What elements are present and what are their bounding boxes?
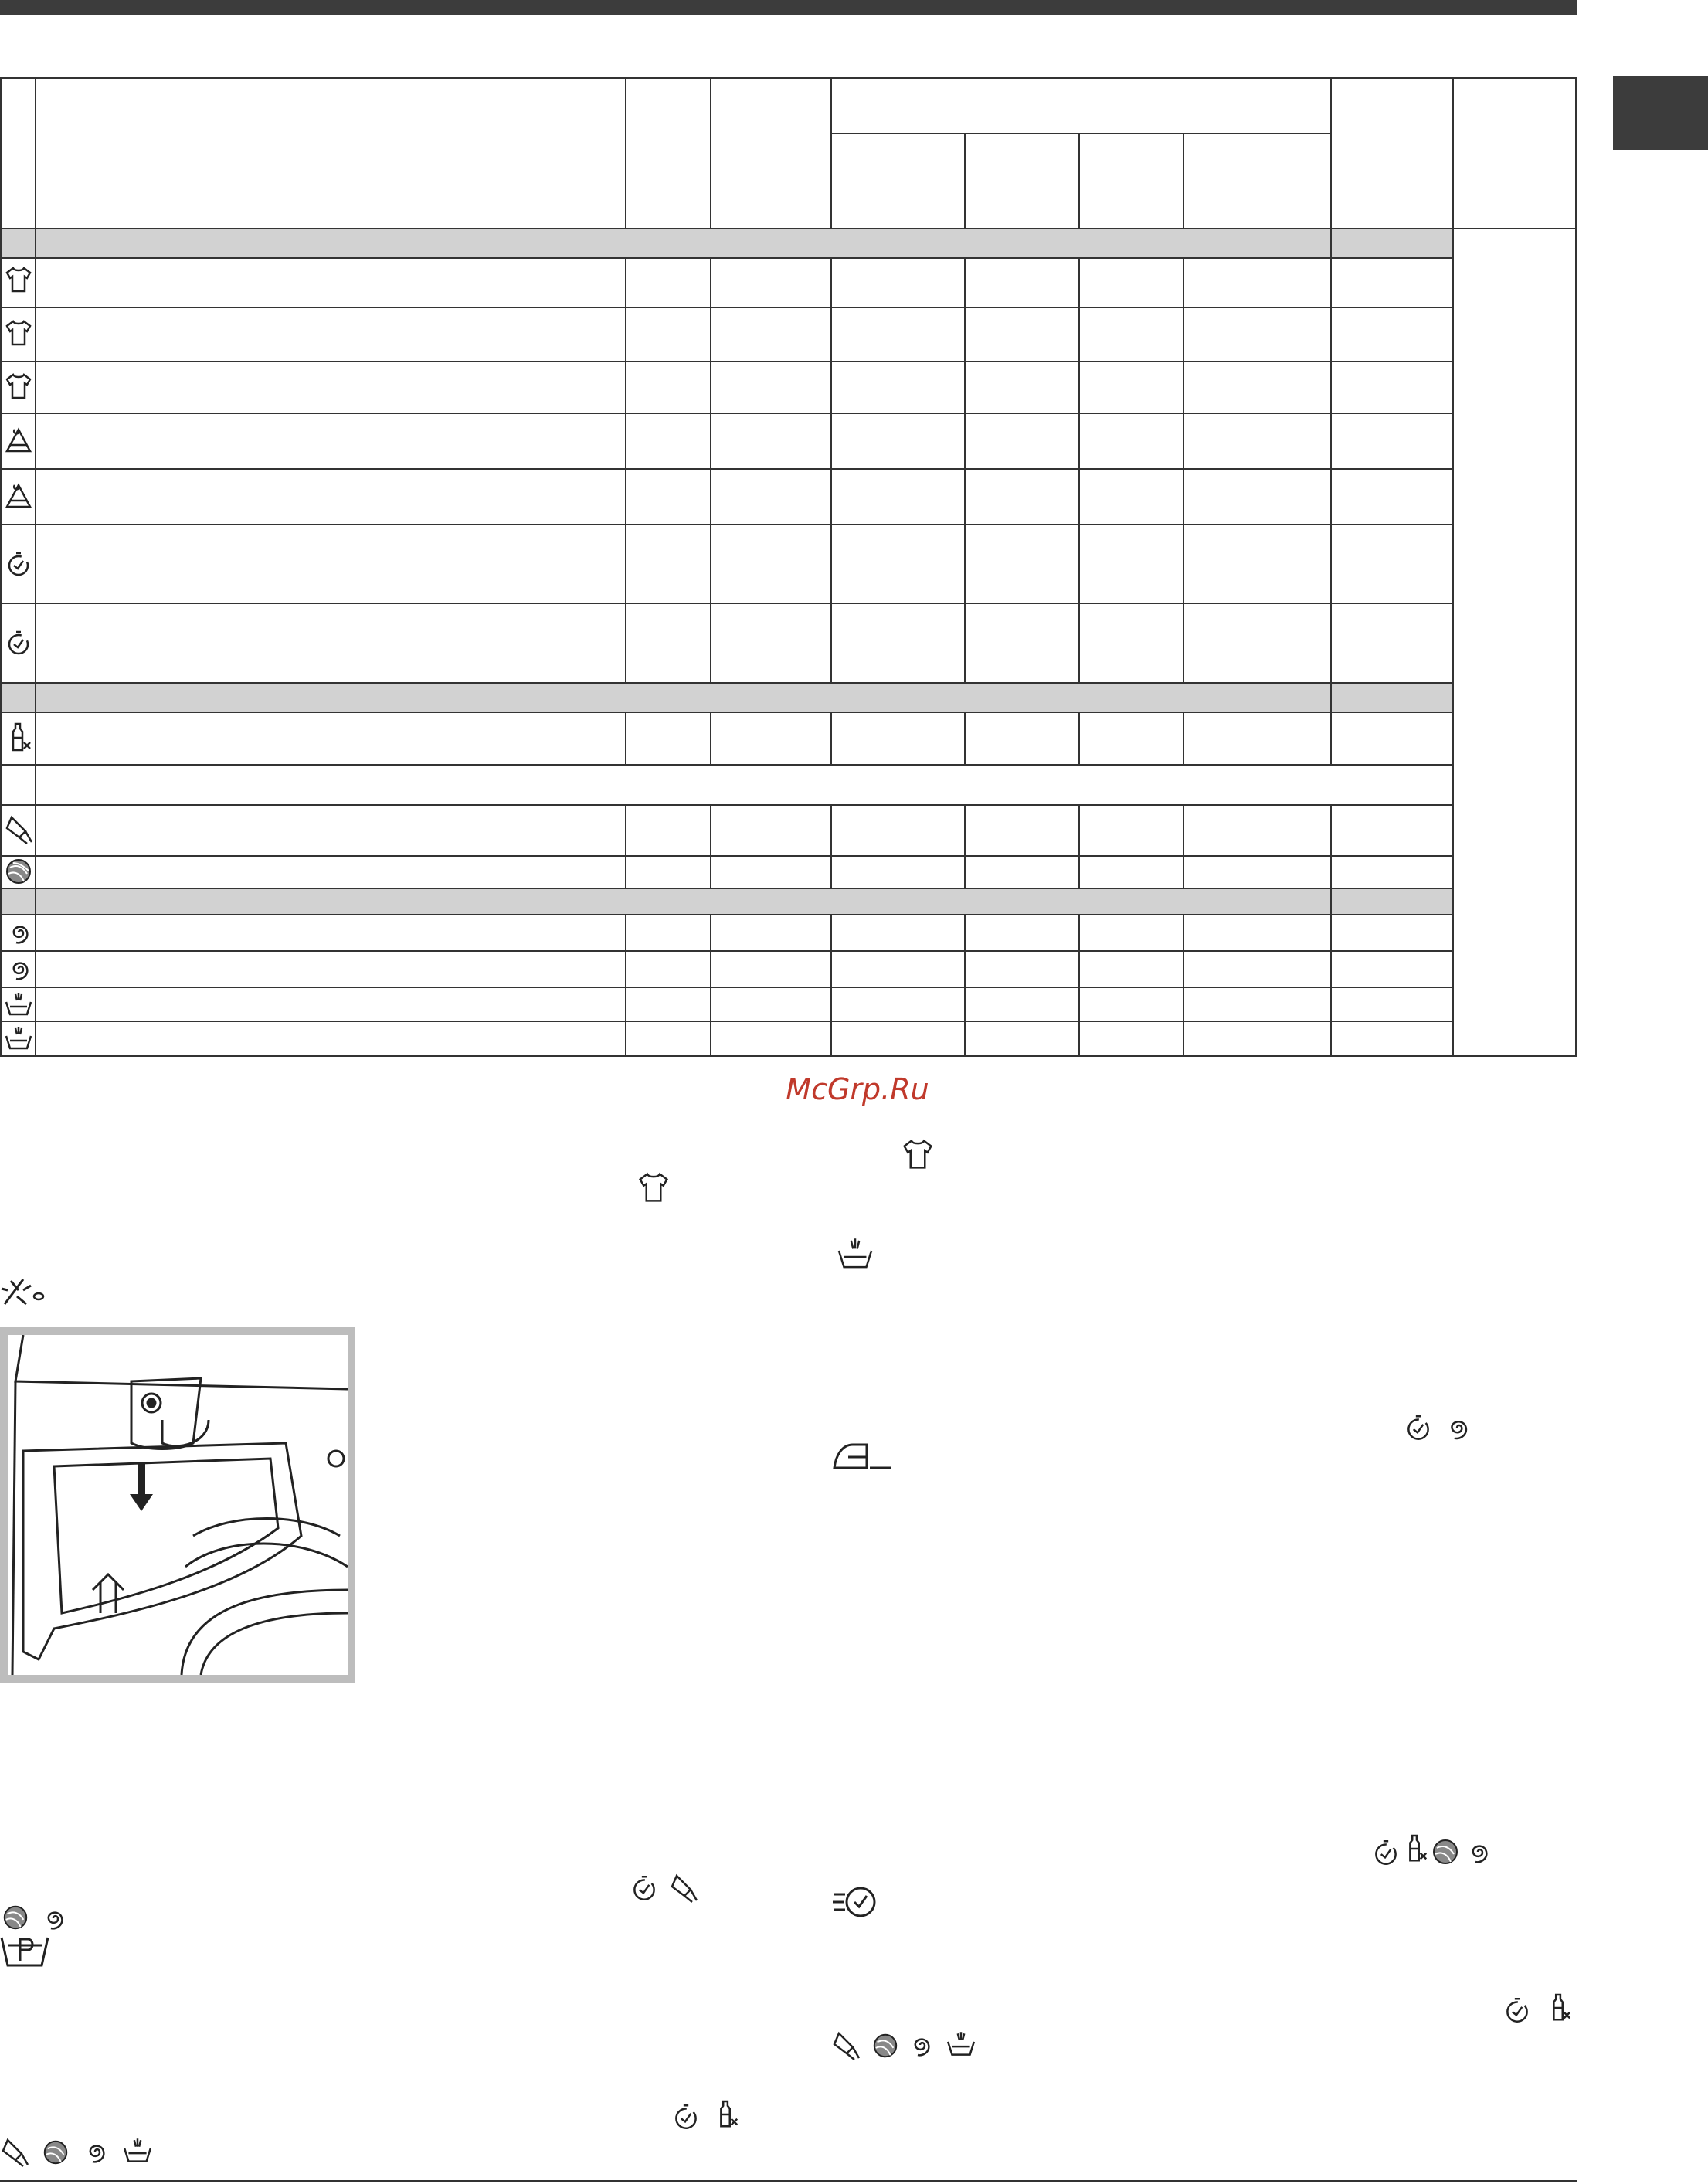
shirt-icon	[4, 318, 33, 348]
wool-icon	[4, 857, 33, 886]
shirt-icon	[899, 1137, 936, 1171]
group-row	[1, 888, 1453, 915]
spiral-icon	[4, 954, 33, 983]
iron-icon	[831, 1438, 893, 1472]
spiral-icon	[905, 2030, 935, 2060]
footer-rule	[0, 2180, 1577, 2182]
spiral-icon	[39, 1904, 68, 1933]
spiral-icon	[80, 2137, 110, 2166]
triangle-fabric-icon	[4, 482, 33, 511]
timer-icon	[629, 1873, 660, 1904]
baby-bottle-icon	[4, 722, 33, 755]
timer-icon	[4, 628, 33, 657]
silk-icon	[669, 1873, 700, 1904]
rinse-icon	[831, 1235, 879, 1273]
quick-wash-icon	[831, 1882, 879, 1922]
timer-icon	[1403, 1412, 1434, 1443]
spiral-icon	[1463, 1837, 1492, 1866]
silk-icon	[0, 2137, 31, 2168]
timer-icon	[1370, 1837, 1401, 1868]
group-row	[1, 683, 1453, 712]
rinse-icon	[4, 1024, 33, 1053]
timer-icon	[4, 549, 33, 579]
watermark-text: McGrp.Ru	[786, 1072, 929, 1106]
programme-table	[0, 0, 1577, 1058]
wool-icon	[1431, 1837, 1460, 1866]
stain-icon	[0, 1273, 48, 1309]
rinse-icon	[121, 2135, 155, 2166]
section-tab	[1613, 76, 1708, 150]
group-row	[1, 229, 1453, 258]
silk-icon	[831, 2030, 862, 2061]
wool-icon	[42, 2138, 70, 2166]
baby-bottle-icon	[1401, 1832, 1429, 1866]
dispenser-illustration	[0, 1327, 355, 1683]
baby-bottle-icon	[1545, 1992, 1573, 2026]
shirt-icon	[635, 1170, 672, 1204]
prewash-icon	[0, 1934, 51, 1968]
rinse-icon	[4, 990, 33, 1019]
timer-icon	[1502, 1995, 1533, 2026]
wool-icon	[2, 1904, 29, 1931]
wool-icon	[871, 2032, 899, 2060]
timer-icon	[671, 2101, 701, 2132]
shirt-icon	[4, 372, 33, 401]
spiral-icon	[4, 918, 33, 947]
rinse-icon	[944, 2029, 978, 2060]
triangle-fabric-icon	[4, 426, 33, 456]
dispenser-drawing	[8, 1335, 348, 1675]
spiral-icon	[1441, 1412, 1472, 1443]
baby-bottle-icon	[712, 2098, 740, 2132]
shirt-icon	[4, 265, 33, 294]
silk-icon	[4, 814, 35, 845]
